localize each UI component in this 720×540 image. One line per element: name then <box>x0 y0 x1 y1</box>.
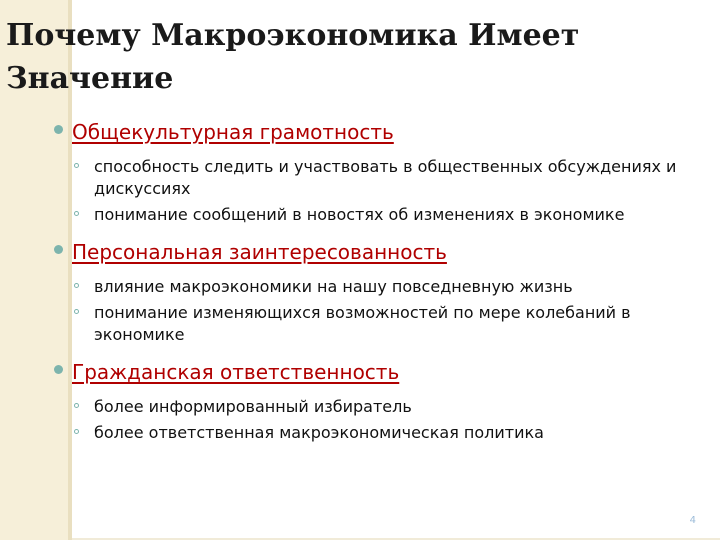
topic-points <box>72 396 700 444</box>
topic-points <box>72 276 700 346</box>
topic-personal-interest <box>50 234 700 346</box>
topic-heading: Общекультурная грамотность <box>72 120 394 144</box>
list-item <box>72 204 700 226</box>
point-text: влияние макроэкономики на нашу повседневную жизнь <box>94 277 573 296</box>
ring-bullet-icon <box>74 403 79 408</box>
point-text: понимание изменяющихся возможностей по мере колебаний в экономике <box>94 303 631 344</box>
list-item <box>72 396 700 418</box>
topic-cultural-literacy <box>50 114 700 226</box>
ring-bullet-icon <box>74 163 79 168</box>
point-text: понимание сообщений в новостях об изменениях в экономике <box>94 205 625 224</box>
topic-heading: Гражданская ответственность <box>72 360 400 384</box>
ring-bullet-icon <box>74 283 79 288</box>
topic-bullet-icon <box>54 365 63 374</box>
topic-points <box>72 156 700 226</box>
point-text: более информированный избиратель <box>94 397 412 416</box>
topic-civic-responsibility <box>50 354 700 444</box>
page-number: 4 <box>689 515 696 526</box>
list-item <box>72 422 700 444</box>
list-item <box>72 156 700 200</box>
point-text: способность следить и участвовать в общественных обсуждениях и дискуссиях <box>94 157 677 198</box>
point-text: более ответственная макроэкономическая политика <box>94 423 544 442</box>
topic-bullet-icon <box>54 125 63 134</box>
topic-bullet-icon <box>54 245 63 254</box>
topic-heading: Персональная заинтересованность <box>72 240 447 264</box>
list-item <box>72 276 700 298</box>
ring-bullet-icon <box>74 429 79 434</box>
ring-bullet-icon <box>74 211 79 216</box>
slide-title: Почему Макроэкономика Имеет Значение <box>6 18 580 96</box>
list-item <box>72 302 700 346</box>
slide-content <box>50 114 700 452</box>
ring-bullet-icon <box>74 309 79 314</box>
